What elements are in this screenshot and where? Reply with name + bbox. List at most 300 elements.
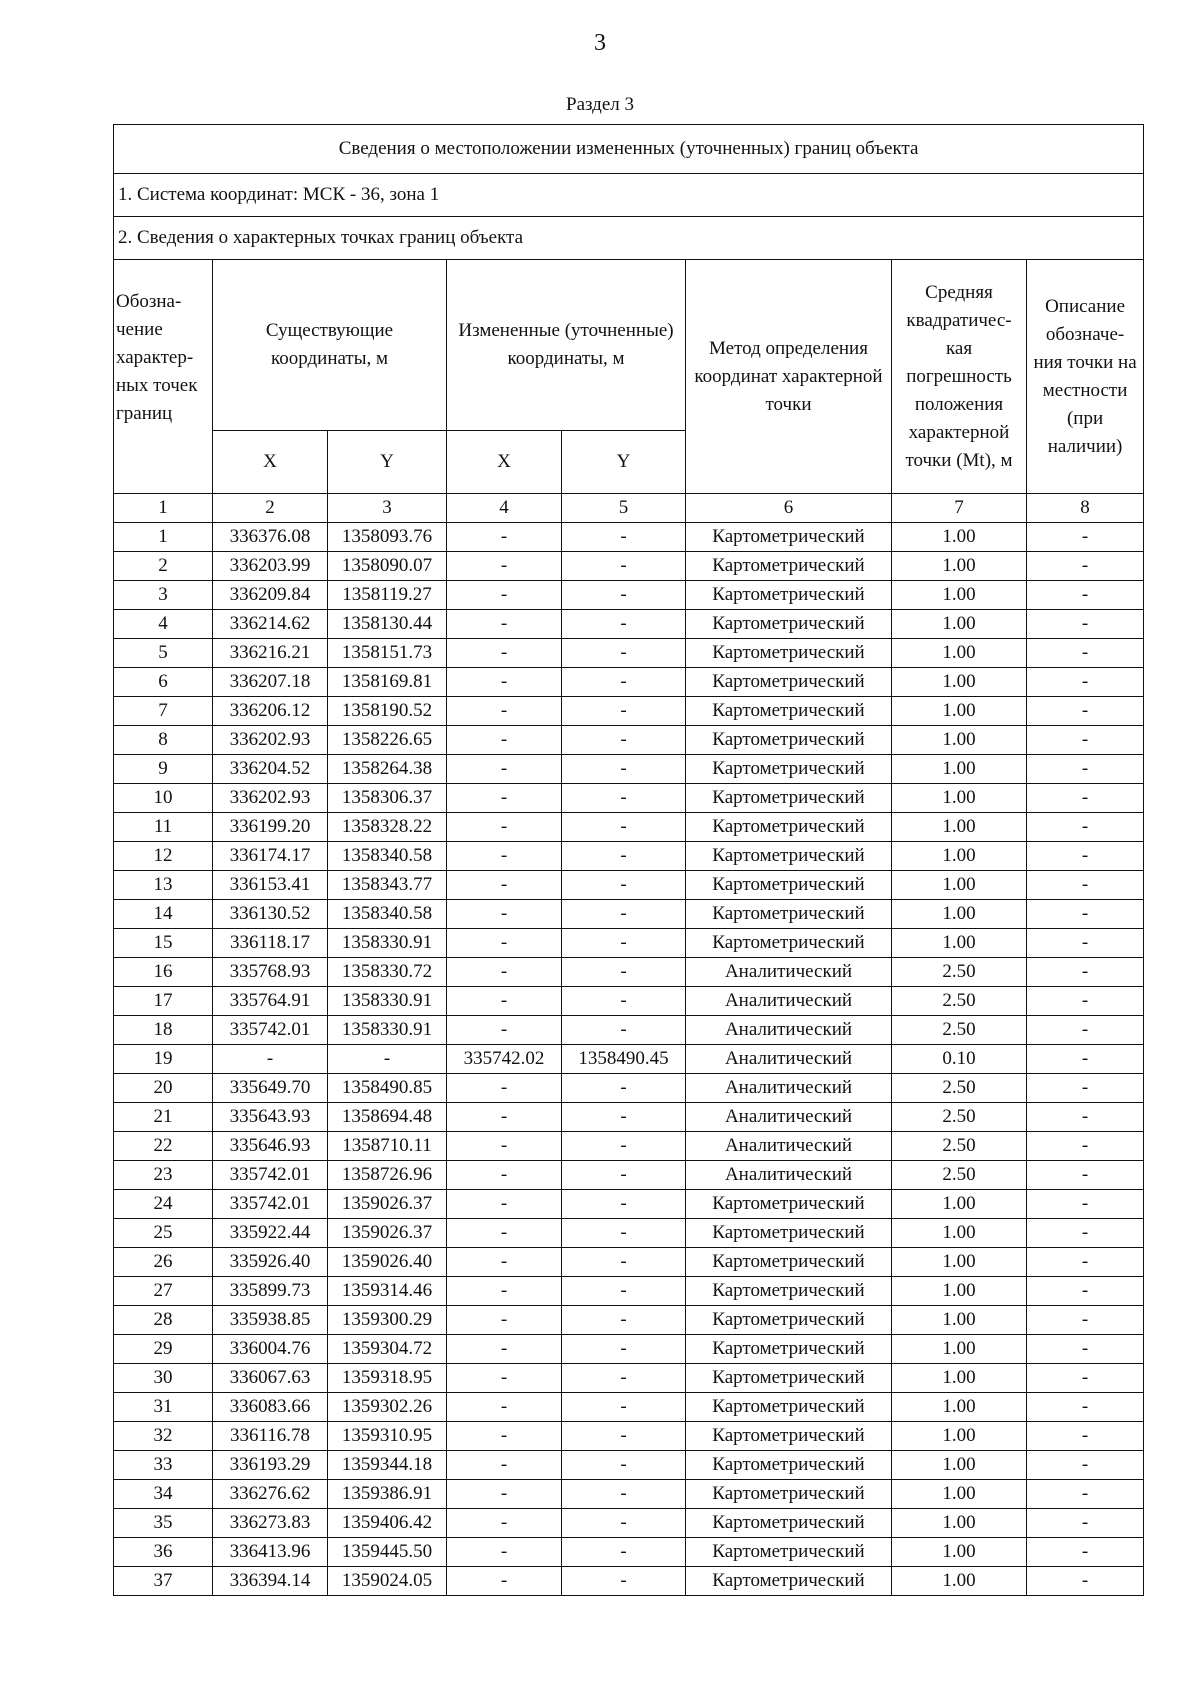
- column-number: 7: [892, 494, 1027, 523]
- column-number: 4: [447, 494, 562, 523]
- cell-method: Картометрический: [686, 1393, 892, 1422]
- cell-point-number: 37: [114, 1567, 213, 1596]
- cell-point-number: 16: [114, 958, 213, 987]
- cell-changed-y: -: [562, 784, 686, 813]
- cell-existing-x: 336207.18: [213, 668, 328, 697]
- cell-changed-x: -: [447, 1074, 562, 1103]
- cell-existing-x: 336376.08: [213, 523, 328, 552]
- cell-description: -: [1027, 668, 1144, 697]
- cell-description: -: [1027, 1016, 1144, 1045]
- table-row: [114, 929, 1144, 958]
- cell-description: -: [1027, 581, 1144, 610]
- table-row: [114, 1074, 1144, 1103]
- cell-description: -: [1027, 1451, 1144, 1480]
- cell-mean-error: 2.50: [892, 958, 1027, 987]
- cell-changed-y: -: [562, 1335, 686, 1364]
- cell-point-number: 1: [114, 523, 213, 552]
- coord-system-row: [114, 174, 1144, 217]
- cell-method: Аналитический: [686, 1016, 892, 1045]
- cell-existing-y: 1358330.72: [328, 958, 447, 987]
- cell-changed-x: -: [447, 1364, 562, 1393]
- cell-existing-x: 336199.20: [213, 813, 328, 842]
- cell-changed-x: -: [447, 1509, 562, 1538]
- cell-point-number: 15: [114, 929, 213, 958]
- cell-method: Аналитический: [686, 1132, 892, 1161]
- cell-changed-y: -: [562, 697, 686, 726]
- cell-description: -: [1027, 1190, 1144, 1219]
- table-row: [114, 1219, 1144, 1248]
- cell-changed-x: -: [447, 581, 562, 610]
- cell-description: -: [1027, 1161, 1144, 1190]
- column-number: 2: [213, 494, 328, 523]
- cell-method: Картометрический: [686, 755, 892, 784]
- cell-existing-y: 1358726.96: [328, 1161, 447, 1190]
- table-row: [114, 1538, 1144, 1567]
- table-title-row: [114, 125, 1144, 174]
- cell-existing-y: 1359026.40: [328, 1248, 447, 1277]
- table-row: [114, 871, 1144, 900]
- cell-existing-x: 335742.01: [213, 1190, 328, 1219]
- cell-changed-x: -: [447, 1567, 562, 1596]
- cell-existing-x: 336216.21: [213, 639, 328, 668]
- table-row: [114, 1132, 1144, 1161]
- cell-description: -: [1027, 1509, 1144, 1538]
- table-row: [114, 755, 1144, 784]
- cell-method: Картометрический: [686, 1306, 892, 1335]
- header-existing-y: Y: [328, 431, 447, 494]
- cell-existing-x: 336174.17: [213, 842, 328, 871]
- cell-changed-x: 335742.02: [447, 1045, 562, 1074]
- cell-changed-x: -: [447, 900, 562, 929]
- cell-changed-y: -: [562, 1277, 686, 1306]
- cell-method: Картометрический: [686, 697, 892, 726]
- cell-changed-x: -: [447, 1219, 562, 1248]
- cell-changed-y: -: [562, 1219, 686, 1248]
- cell-existing-x: 336130.52: [213, 900, 328, 929]
- cell-changed-x: -: [447, 1480, 562, 1509]
- cell-changed-y: -: [562, 1538, 686, 1567]
- cell-method: Аналитический: [686, 1045, 892, 1074]
- cell-description: -: [1027, 987, 1144, 1016]
- cell-mean-error: 1.00: [892, 1335, 1027, 1364]
- cell-mean-error: 1.00: [892, 668, 1027, 697]
- cell-method: Картометрический: [686, 610, 892, 639]
- page-number: 3: [594, 30, 606, 56]
- cell-method: Аналитический: [686, 958, 892, 987]
- cell-existing-y: 1358330.91: [328, 1016, 447, 1045]
- cell-description: -: [1027, 755, 1144, 784]
- cell-changed-y: -: [562, 900, 686, 929]
- table-row: [114, 1306, 1144, 1335]
- cell-changed-x: -: [447, 1422, 562, 1451]
- cell-description: -: [1027, 813, 1144, 842]
- cell-changed-y: 1358490.45: [562, 1045, 686, 1074]
- cell-existing-y: 1359026.37: [328, 1219, 447, 1248]
- cell-changed-x: -: [447, 523, 562, 552]
- cell-existing-x: 336214.62: [213, 610, 328, 639]
- cell-mean-error: 1.00: [892, 1480, 1027, 1509]
- header-method: Метод определения координат характерной точки: [686, 260, 892, 494]
- cell-existing-x: -: [213, 1045, 328, 1074]
- cell-point-number: 17: [114, 987, 213, 1016]
- table-row: [114, 1393, 1144, 1422]
- table-row: [114, 552, 1144, 581]
- table-row: [114, 1277, 1144, 1306]
- cell-changed-x: -: [447, 1277, 562, 1306]
- cell-existing-x: 336273.83: [213, 1509, 328, 1538]
- cell-method: Картометрический: [686, 900, 892, 929]
- cell-changed-y: -: [562, 1509, 686, 1538]
- cell-mean-error: 2.50: [892, 987, 1027, 1016]
- header-description: Описание обозначе- ния точки на местности (при наличии): [1027, 260, 1144, 494]
- cell-existing-x: 335764.91: [213, 987, 328, 1016]
- cell-existing-y: 1359304.72: [328, 1335, 447, 1364]
- table-title: Сведения о местоположении измененных (уточненных) границ объекта: [114, 125, 1144, 174]
- cell-method: Картометрический: [686, 1538, 892, 1567]
- cell-description: -: [1027, 523, 1144, 552]
- cell-description: -: [1027, 900, 1144, 929]
- cell-mean-error: 2.50: [892, 1161, 1027, 1190]
- cell-existing-x: 335768.93: [213, 958, 328, 987]
- cell-mean-error: 1.00: [892, 1422, 1027, 1451]
- header-existing-x: X: [213, 431, 328, 494]
- cell-changed-y: -: [562, 1364, 686, 1393]
- cell-method: Картометрический: [686, 1480, 892, 1509]
- cell-method: Картометрический: [686, 813, 892, 842]
- header-changed-coords: Измененные (уточненные) координаты, м: [447, 260, 686, 431]
- cell-method: Картометрический: [686, 1277, 892, 1306]
- cell-mean-error: 1.00: [892, 755, 1027, 784]
- cell-method: Картометрический: [686, 1451, 892, 1480]
- cell-description: -: [1027, 871, 1144, 900]
- column-numbers-row: [114, 494, 1144, 523]
- table-row: [114, 1364, 1144, 1393]
- cell-point-number: 18: [114, 1016, 213, 1045]
- cell-description: -: [1027, 1045, 1144, 1074]
- cell-changed-x: -: [447, 784, 562, 813]
- cell-existing-y: 1358306.37: [328, 784, 447, 813]
- cell-existing-x: 336067.63: [213, 1364, 328, 1393]
- cell-description: -: [1027, 1248, 1144, 1277]
- cell-existing-x: 335938.85: [213, 1306, 328, 1335]
- cell-changed-x: -: [447, 1451, 562, 1480]
- cell-existing-y: 1358169.81: [328, 668, 447, 697]
- cell-mean-error: 1.00: [892, 1277, 1027, 1306]
- cell-existing-y: 1359024.05: [328, 1567, 447, 1596]
- cell-mean-error: 0.10: [892, 1045, 1027, 1074]
- cell-description: -: [1027, 1364, 1144, 1393]
- cell-point-number: 5: [114, 639, 213, 668]
- cell-existing-y: 1358330.91: [328, 929, 447, 958]
- cell-changed-x: -: [447, 697, 562, 726]
- cell-existing-x: 336413.96: [213, 1538, 328, 1567]
- cell-description: -: [1027, 1306, 1144, 1335]
- cell-changed-y: -: [562, 813, 686, 842]
- cell-method: Картометрический: [686, 1567, 892, 1596]
- cell-mean-error: 1.00: [892, 726, 1027, 755]
- cell-point-number: 31: [114, 1393, 213, 1422]
- cell-description: -: [1027, 639, 1144, 668]
- cell-changed-x: -: [447, 1161, 562, 1190]
- cell-point-number: 34: [114, 1480, 213, 1509]
- cell-existing-y: 1358130.44: [328, 610, 447, 639]
- cell-method: Картометрический: [686, 1509, 892, 1538]
- cell-mean-error: 1.00: [892, 639, 1027, 668]
- column-number: 1: [114, 494, 213, 523]
- cell-description: -: [1027, 1277, 1144, 1306]
- cell-mean-error: 1.00: [892, 610, 1027, 639]
- column-number: 6: [686, 494, 892, 523]
- cell-method: Картометрический: [686, 1422, 892, 1451]
- cell-existing-x: 336202.93: [213, 726, 328, 755]
- cell-point-number: 7: [114, 697, 213, 726]
- header-existing-coords: Существующие координаты, м: [213, 260, 447, 431]
- cell-existing-y: 1358264.38: [328, 755, 447, 784]
- cell-mean-error: 1.00: [892, 871, 1027, 900]
- table-row: [114, 523, 1144, 552]
- header-changed-y: Y: [562, 431, 686, 494]
- cell-mean-error: 1.00: [892, 1393, 1027, 1422]
- cell-changed-y: -: [562, 1248, 686, 1277]
- cell-changed-y: -: [562, 1074, 686, 1103]
- cell-changed-y: -: [562, 1103, 686, 1132]
- cell-mean-error: 1.00: [892, 523, 1027, 552]
- cell-mean-error: 1.00: [892, 1190, 1027, 1219]
- cell-changed-x: -: [447, 668, 562, 697]
- cell-mean-error: 1.00: [892, 1364, 1027, 1393]
- cell-existing-x: 336193.29: [213, 1451, 328, 1480]
- cell-description: -: [1027, 958, 1144, 987]
- cell-changed-y: -: [562, 871, 686, 900]
- cell-point-number: 21: [114, 1103, 213, 1132]
- cell-existing-y: 1359406.42: [328, 1509, 447, 1538]
- cell-mean-error: 1.00: [892, 929, 1027, 958]
- cell-changed-x: -: [447, 929, 562, 958]
- cell-existing-y: -: [328, 1045, 447, 1074]
- table-row: [114, 813, 1144, 842]
- cell-existing-y: 1358090.07: [328, 552, 447, 581]
- cell-changed-x: -: [447, 1132, 562, 1161]
- cell-changed-y: -: [562, 523, 686, 552]
- cell-mean-error: 2.50: [892, 1132, 1027, 1161]
- cell-changed-x: -: [447, 755, 562, 784]
- cell-existing-y: 1359318.95: [328, 1364, 447, 1393]
- cell-existing-y: 1358328.22: [328, 813, 447, 842]
- cell-point-number: 22: [114, 1132, 213, 1161]
- cell-description: -: [1027, 1538, 1144, 1567]
- cell-existing-x: 336083.66: [213, 1393, 328, 1422]
- table-row: [114, 1480, 1144, 1509]
- cell-existing-y: 1359300.29: [328, 1306, 447, 1335]
- cell-method: Аналитический: [686, 987, 892, 1016]
- cell-point-number: 11: [114, 813, 213, 842]
- cell-point-number: 20: [114, 1074, 213, 1103]
- cell-method: Картометрический: [686, 784, 892, 813]
- cell-existing-y: 1358190.52: [328, 697, 447, 726]
- cell-changed-y: -: [562, 1422, 686, 1451]
- cell-existing-y: 1359445.50: [328, 1538, 447, 1567]
- cell-changed-x: -: [447, 1538, 562, 1567]
- cell-changed-y: -: [562, 726, 686, 755]
- cell-changed-x: -: [447, 610, 562, 639]
- cell-point-number: 35: [114, 1509, 213, 1538]
- cell-changed-x: -: [447, 726, 562, 755]
- cell-mean-error: 2.50: [892, 1103, 1027, 1132]
- cell-existing-x: 336153.41: [213, 871, 328, 900]
- table-row: [114, 1016, 1144, 1045]
- cell-point-number: 3: [114, 581, 213, 610]
- cell-mean-error: 1.00: [892, 784, 1027, 813]
- cell-description: -: [1027, 726, 1144, 755]
- cell-changed-y: -: [562, 1190, 686, 1219]
- cell-mean-error: 1.00: [892, 842, 1027, 871]
- cell-existing-y: 1359302.26: [328, 1393, 447, 1422]
- cell-changed-x: -: [447, 1248, 562, 1277]
- cell-existing-y: 1358343.77: [328, 871, 447, 900]
- table-row: [114, 784, 1144, 813]
- cell-point-number: 19: [114, 1045, 213, 1074]
- table-row: [114, 958, 1144, 987]
- table-row: [114, 1248, 1144, 1277]
- cell-changed-y: -: [562, 1393, 686, 1422]
- cell-point-number: 26: [114, 1248, 213, 1277]
- cell-changed-y: -: [562, 552, 686, 581]
- cell-mean-error: 1.00: [892, 1451, 1027, 1480]
- cell-description: -: [1027, 842, 1144, 871]
- column-number: 8: [1027, 494, 1144, 523]
- cell-mean-error: 1.00: [892, 900, 1027, 929]
- cell-description: -: [1027, 1335, 1144, 1364]
- header-error: Средняя квадратичес- кая погрешность положения характерной точки (Mt), м: [892, 260, 1027, 494]
- cell-point-number: 30: [114, 1364, 213, 1393]
- cell-existing-y: 1358093.76: [328, 523, 447, 552]
- table-row: [114, 900, 1144, 929]
- cell-existing-x: 335899.73: [213, 1277, 328, 1306]
- cell-description: -: [1027, 1422, 1144, 1451]
- table-row: [114, 726, 1144, 755]
- cell-point-number: 9: [114, 755, 213, 784]
- header-row-1: [114, 260, 1144, 431]
- cell-existing-x: 335646.93: [213, 1132, 328, 1161]
- cell-changed-y: -: [562, 842, 686, 871]
- cell-description: -: [1027, 552, 1144, 581]
- table-row: [114, 1161, 1144, 1190]
- cell-point-number: 29: [114, 1335, 213, 1364]
- table-row: [114, 1045, 1144, 1074]
- cell-existing-x: 336202.93: [213, 784, 328, 813]
- cell-existing-y: 1358330.91: [328, 987, 447, 1016]
- cell-method: Картометрический: [686, 1219, 892, 1248]
- cell-mean-error: 1.00: [892, 813, 1027, 842]
- cell-existing-x: 336204.52: [213, 755, 328, 784]
- cell-existing-y: 1358710.11: [328, 1132, 447, 1161]
- cell-existing-x: 335742.01: [213, 1016, 328, 1045]
- cell-existing-y: 1358340.58: [328, 842, 447, 871]
- cell-changed-x: -: [447, 813, 562, 842]
- cell-point-number: 13: [114, 871, 213, 900]
- cell-existing-x: 336209.84: [213, 581, 328, 610]
- cell-changed-y: -: [562, 581, 686, 610]
- column-number: 3: [328, 494, 447, 523]
- section-title: Раздел 3: [566, 94, 634, 115]
- cell-existing-x: 335643.93: [213, 1103, 328, 1132]
- cell-existing-x: 336118.17: [213, 929, 328, 958]
- cell-changed-y: -: [562, 1567, 686, 1596]
- cell-existing-x: 335926.40: [213, 1248, 328, 1277]
- cell-changed-y: -: [562, 1016, 686, 1045]
- table-row: [114, 1567, 1144, 1596]
- header-changed-x: X: [447, 431, 562, 494]
- cell-description: -: [1027, 1567, 1144, 1596]
- cell-method: Картометрический: [686, 1248, 892, 1277]
- cell-changed-y: -: [562, 1132, 686, 1161]
- cell-changed-y: -: [562, 958, 686, 987]
- points-heading-text: 2. Сведения о характерных точках границ объекта: [114, 217, 1144, 260]
- cell-changed-y: -: [562, 1451, 686, 1480]
- cell-method: Картометрический: [686, 929, 892, 958]
- cell-changed-y: -: [562, 987, 686, 1016]
- cell-method: Картометрический: [686, 842, 892, 871]
- cell-point-number: 36: [114, 1538, 213, 1567]
- cell-existing-y: 1358340.58: [328, 900, 447, 929]
- cell-description: -: [1027, 1074, 1144, 1103]
- cell-existing-y: 1359026.37: [328, 1190, 447, 1219]
- cell-existing-y: 1358226.65: [328, 726, 447, 755]
- cell-changed-x: -: [447, 1393, 562, 1422]
- cell-existing-x: 336004.76: [213, 1335, 328, 1364]
- column-number: 5: [562, 494, 686, 523]
- cell-description: -: [1027, 929, 1144, 958]
- cell-changed-x: -: [447, 987, 562, 1016]
- cell-method: Картометрический: [686, 871, 892, 900]
- cell-changed-x: -: [447, 842, 562, 871]
- table-row: [114, 581, 1144, 610]
- cell-point-number: 27: [114, 1277, 213, 1306]
- cell-mean-error: 2.50: [892, 1074, 1027, 1103]
- cell-mean-error: 1.00: [892, 697, 1027, 726]
- cell-method: Картометрический: [686, 523, 892, 552]
- table-row: [114, 668, 1144, 697]
- cell-method: Картометрический: [686, 581, 892, 610]
- cell-point-number: 10: [114, 784, 213, 813]
- cell-point-number: 14: [114, 900, 213, 929]
- cell-mean-error: 1.00: [892, 1567, 1027, 1596]
- cell-method: Картометрический: [686, 1335, 892, 1364]
- cell-point-number: 2: [114, 552, 213, 581]
- table-row: [114, 1190, 1144, 1219]
- cell-mean-error: 1.00: [892, 552, 1027, 581]
- cell-changed-x: -: [447, 639, 562, 668]
- cell-method: Картометрический: [686, 552, 892, 581]
- cell-description: -: [1027, 1480, 1144, 1509]
- header-point-designation: Обозна- чение характер- ных точек границ: [114, 260, 213, 494]
- cell-changed-x: -: [447, 1103, 562, 1132]
- cell-mean-error: 1.00: [892, 581, 1027, 610]
- table-row: [114, 1509, 1144, 1538]
- cell-changed-x: -: [447, 1335, 562, 1364]
- cell-changed-y: -: [562, 1161, 686, 1190]
- cell-existing-y: 1358119.27: [328, 581, 447, 610]
- table-row: [114, 1422, 1144, 1451]
- cell-description: -: [1027, 1393, 1144, 1422]
- cell-existing-x: 336203.99: [213, 552, 328, 581]
- cell-changed-y: -: [562, 1480, 686, 1509]
- cell-changed-x: -: [447, 1016, 562, 1045]
- table-row: [114, 697, 1144, 726]
- cell-changed-y: -: [562, 639, 686, 668]
- cell-changed-y: -: [562, 755, 686, 784]
- cell-existing-x: 336206.12: [213, 697, 328, 726]
